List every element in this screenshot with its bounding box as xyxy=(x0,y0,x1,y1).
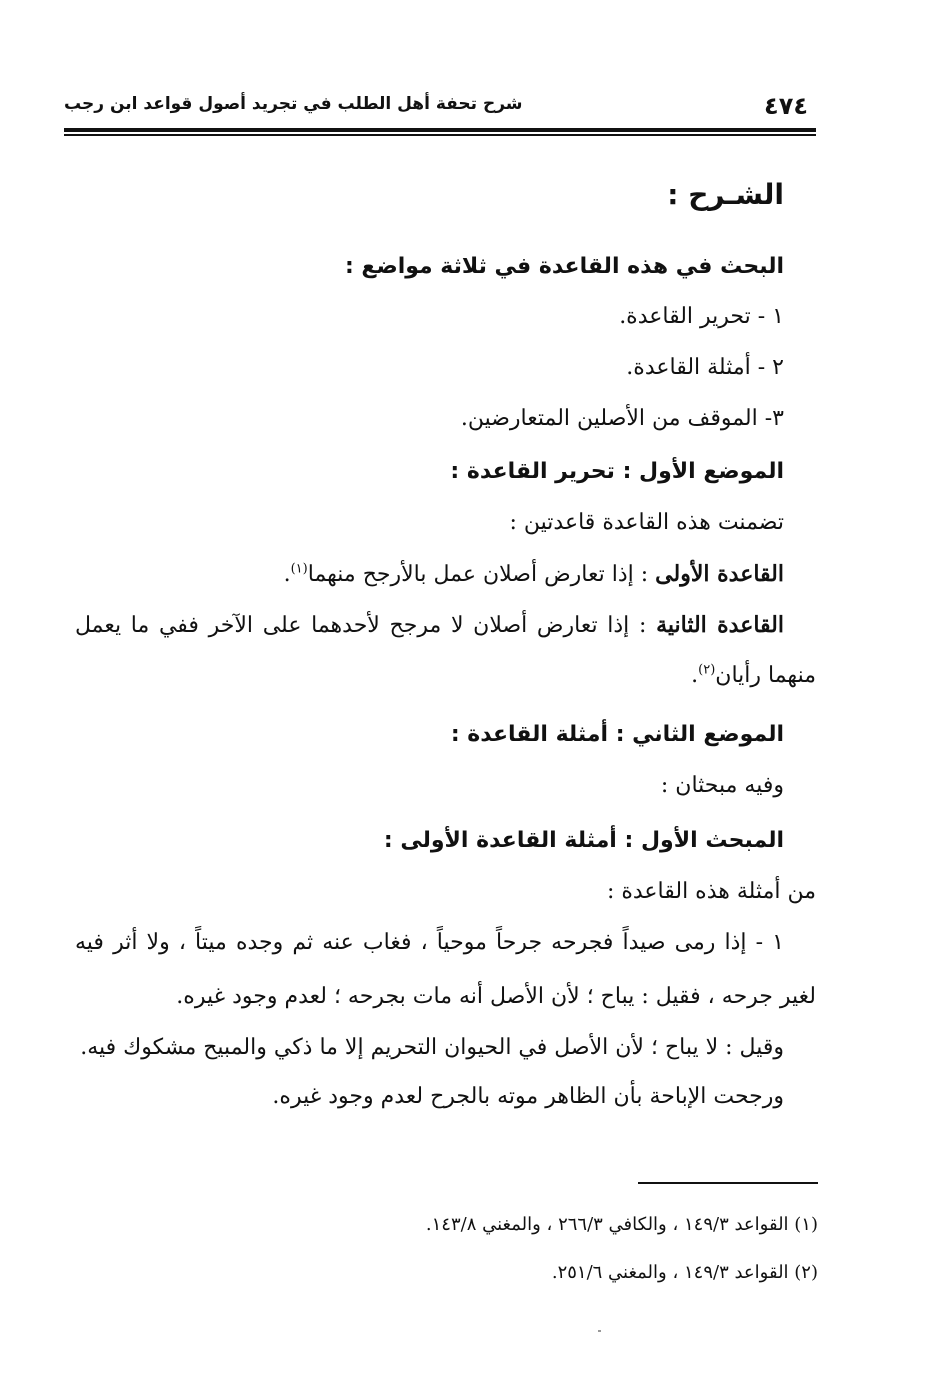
rule-two-cont: منهما رأيان xyxy=(715,663,816,688)
example-line: ورجحت الإباحة بأن الظاهر موته بالجرح لعدم وجود غيره. xyxy=(272,1084,784,1109)
intro-heading: البحث في هذه القاعدة في ثلاثة مواضع : xyxy=(344,254,784,279)
rule-one-label: القاعدة الأولى xyxy=(655,561,784,587)
rule-two-label: القاعدة الثانية xyxy=(656,612,784,638)
rule-one xyxy=(284,559,784,590)
header-rule-thin xyxy=(64,134,816,136)
first-place-heading: الموضع الأول : تحرير القاعدة : xyxy=(450,459,784,484)
rule-one-end: . xyxy=(283,562,291,587)
list-item: ١ - تحرير القاعدة. xyxy=(619,304,784,329)
contains-line: تضمنت هذه القاعدة قاعدتين : xyxy=(509,510,784,535)
footnote-ref-1[interactable]: (١) xyxy=(290,561,308,577)
page-header xyxy=(64,88,816,124)
scan-speck xyxy=(598,1330,601,1332)
running-title: شرح تحفة أهل الطلب في تجريد أصول قواعد ابن رجب xyxy=(64,94,523,114)
footnote-ref-2[interactable]: (٢) xyxy=(698,662,716,678)
example-line: وقيل : لا يباح ؛ لأن الأصل في الحيوان التحريم إلا ما ذكي والمبيح مشكوك فيه. xyxy=(80,1035,784,1060)
rule-one-text: : إذا تعارض أصلان عمل بالأرجح منهما xyxy=(307,562,656,587)
header-rule-thick xyxy=(64,128,816,132)
second-place-heading: الموضع الثاني : أمثلة القاعدة : xyxy=(450,722,784,747)
rule-two-continuation xyxy=(691,661,816,691)
example-line: ١ - إذا رمى صيداً فجرحه جرحاً موحياً ، فغاب عنه ثم وجده ميتاً ، ولا أثر فيه xyxy=(75,930,784,955)
rule-two-text: : إذا تعارض أصلان لا مرجح لأحدهما على الآخر ففي ما يعمل xyxy=(75,613,657,638)
has-two-line: وفيه مبحثان : xyxy=(660,773,784,798)
footnote: (١) القواعد ١٤٩/٣ ، والكافي ٢٦٦/٣ ، والمغني ١٤٣/٨. xyxy=(425,1214,818,1235)
examples-intro: من أمثلة هذه القاعدة : xyxy=(606,879,816,904)
page-number: ٤٧٤ xyxy=(764,92,808,120)
first-topic-heading: المبحث الأول : أمثلة القاعدة الأولى : xyxy=(383,828,784,853)
section-title: الشـرح : xyxy=(667,178,784,211)
rule-two xyxy=(75,610,784,641)
list-item: ٢ - أمثلة القاعدة. xyxy=(626,355,784,380)
footnote: (٢) القواعد ١٤٩/٣ ، والمغني ٢٥١/٦. xyxy=(551,1262,818,1283)
list-item: ٣- الموقف من الأصلين المتعارضين. xyxy=(460,406,784,431)
rule-two-end: . xyxy=(691,663,699,688)
footnote-separator xyxy=(638,1182,818,1184)
example-line: لغير جرحه ، فقيل : يباح ؛ لأن الأصل أنه مات بجرحه ؛ لعدم وجود غيره. xyxy=(176,984,816,1009)
